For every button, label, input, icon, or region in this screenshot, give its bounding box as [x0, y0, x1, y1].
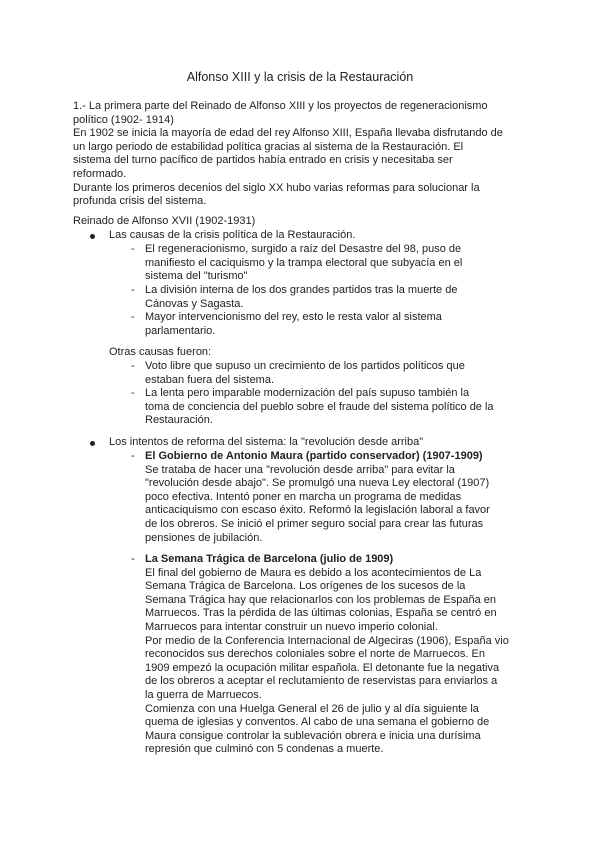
- dash-icon: -: [131, 284, 135, 296]
- dash-icon: -: [131, 553, 135, 565]
- cause-item-3: [145, 311, 545, 338]
- other-cause-1-line-1: Voto libre que supuso un crecimiento de los partidos políticos que: [145, 360, 465, 372]
- intro-line-4: reformado.: [73, 167, 127, 180]
- intro2-line-1: Durante los primeros decenios del siglo XX hubo varias reformas para solucionar la: [73, 181, 480, 194]
- cause-1-line-3: sistema del "turismo": [145, 270, 248, 283]
- maura-line-3: poco efectiva. Intentó poner en marcha un programa de medidas: [145, 490, 462, 503]
- intro-line-2: un largo periodo de estabilidad política gracias al sistema de la Restauración. El: [73, 140, 464, 153]
- semana-line-10: la guerra de Marruecos.: [145, 688, 262, 701]
- cause-1-line-2: manifiesto el caciquismo y la trampa electoral que subyacía en el: [145, 256, 463, 269]
- semana-line-1: El final del gobierno de Maura es debido a los acontecimientos de La: [145, 566, 482, 579]
- other-cause-item-1: [145, 360, 545, 387]
- cause-2-line-1: La división interna de los dos grandes partidos tras la muerte de: [145, 284, 458, 296]
- maura-line-5: de los obreros. Se inició el primer seguro social para crear las futuras: [145, 517, 484, 530]
- cause-3-line-2: parlamentario.: [145, 324, 216, 337]
- intro2-line-2: profunda crisis del sistema.: [73, 195, 207, 208]
- reign-label: Reinado de Alfonso XVII (1902-1931): [73, 215, 256, 227]
- semana-line-5: Marruecos para intentar construir un nuevo imperio colonial.: [145, 620, 438, 633]
- semana-line-2: Semana Trágica de Barcelona. Los orígenes de los sucesos de la: [145, 580, 466, 593]
- cause-1-line-1: El regeneracionismo, surgido a raíz del Desastre del 98, puso de: [145, 243, 462, 255]
- reforms-title: Los intentos de reforma del sistema: la "revolución desde arriba": [109, 436, 424, 448]
- maura-line-2: "revolución desde abajo". Se promulgó una nueva Ley electoral (1907): [145, 477, 490, 490]
- intro-line-3: sistema del turno pacífico de partidos había entrado en crisis y necesitaba ser: [73, 154, 453, 167]
- cause-item-2: [145, 284, 545, 311]
- other-cause-2-line-3: Restauración.: [145, 414, 213, 427]
- intro-line-1: En 1902 se inicia la mayoría de edad del rey Alfonso XIII, España llevaba disfrutando de: [73, 127, 503, 140]
- dash-icon: -: [131, 311, 135, 323]
- section-1-heading-line-1: 1.- La primera parte del Reinado de Alfonso XIII y los proyectos de regeneracionismo: [73, 100, 488, 112]
- semana-line-11: Comienza con una Huelga General el 26 de julio y al día siguiente la: [145, 702, 479, 715]
- dash-icon: -: [131, 243, 135, 255]
- semana-line-14: represión que culminó con 5 condenas a muerte.: [145, 743, 384, 756]
- semana-line-9: de los obreros a aceptar el reclutamiento de reservistas para enviarlos a: [145, 675, 498, 688]
- other-cause-1-line-2: estaban fuera del sistema.: [145, 373, 275, 386]
- other-cause-item-2: [145, 387, 555, 428]
- dash-icon: -: [131, 360, 135, 372]
- dash-icon: -: [131, 450, 135, 462]
- document-title: Alfonso XIII y la crisis de la Restauración: [186, 70, 414, 84]
- bullet-icon: [90, 234, 95, 239]
- cause-2-line-2: Cánovas y Sagasta.: [145, 297, 244, 310]
- semana-heading: La Semana Trágica de Barcelona (julio de 1909): [145, 553, 394, 565]
- other-cause-2-line-2: toma de conciencia del pueblo sobre el fraude del sistema político de la: [145, 400, 494, 413]
- semana-line-7: reconocidos sus derechos coloniales sobre el norte de Marruecos. En: [145, 648, 485, 661]
- other-causes-label: Otras causas fueron:: [109, 346, 212, 358]
- maura-heading: El Gobierno de Antonio Maura (partido conservador) (1907-1909): [145, 450, 483, 462]
- semana-tragica-section: [145, 553, 555, 757]
- semana-line-12: quema de iglesias y conventos. Al cabo de una semana el gobierno de: [145, 716, 490, 729]
- dash-icon: -: [131, 387, 135, 399]
- bullet-icon: [90, 441, 95, 446]
- semana-line-3: Semana Trágica hay que relacionarlos con los problemas de España en: [145, 593, 496, 606]
- maura-line-6: pensiones de jubilación.: [145, 531, 263, 544]
- causes-title: Las causas de la crisis política de la Restauración.: [109, 229, 356, 241]
- semana-line-13: Maura consigue controlar la sublevación obrera e inicia una durísima: [145, 729, 481, 742]
- maura-line-1: Se trataba de hacer una "revolución desde arriba" para evitar la: [145, 463, 455, 476]
- cause-3-line-1: Mayor intervencionismo del rey, esto le resta valor al sistema: [145, 311, 442, 323]
- maura-section: [145, 450, 555, 545]
- section-1: [73, 100, 543, 209]
- semana-line-4: Marruecos. Tras la pérdida de las últimas colonias, España se centró en: [145, 607, 497, 620]
- cause-item-1: [145, 243, 545, 284]
- section-1-heading-line-2: político (1902- 1914): [73, 113, 174, 126]
- other-cause-2-line-1: La lenta pero imparable modernización del país supuso también la: [145, 387, 470, 399]
- maura-line-4: anticaciquismo con escaso éxito. Reformó la legislación laboral a favor: [145, 504, 490, 517]
- semana-line-8: 1909 empezó la ocupación militar española. El detonante fue la negativa: [145, 661, 500, 674]
- semana-line-6: Por medio de la Conferencia Internacional de Algeciras (1906), España vio: [145, 634, 509, 647]
